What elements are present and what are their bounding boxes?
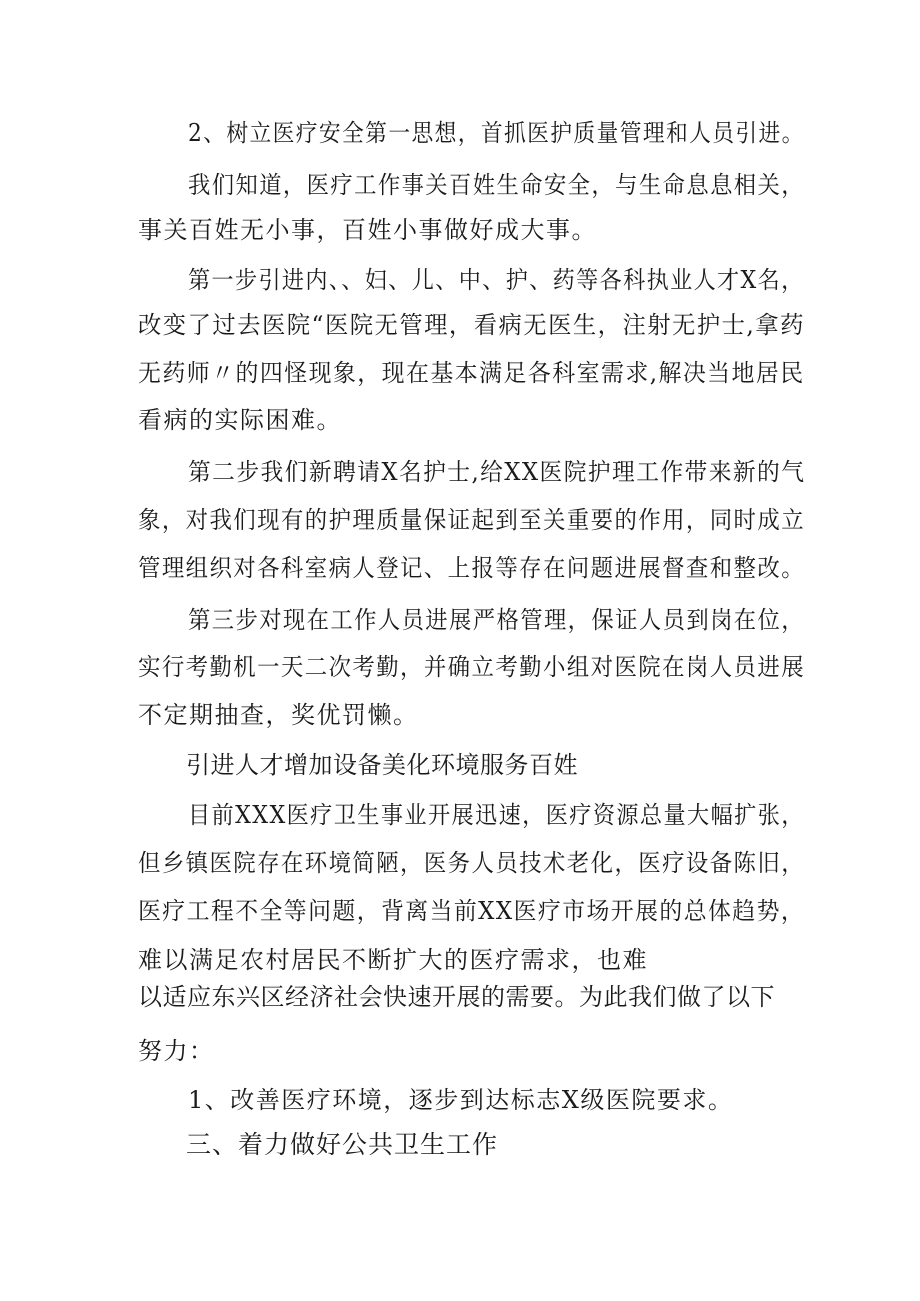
paragraph-line: 1、改善医疗环境，逐步到达标志X级医院要求。: [188, 1086, 734, 1114]
paragraph-line: 第一步引进内、、妇、儿、中、护、药等各科执业人才X名，: [188, 266, 805, 294]
section-heading: 三、着力做好公共卫生工作: [186, 1130, 499, 1159]
paragraph-line: 事关百姓无小事，百姓小事做好成大事。: [138, 216, 597, 244]
paragraph-line: 管理组织对各科室病人登记、上报等存在问题进展督查和整改。: [138, 554, 806, 582]
paragraph-line: 改变了过去医院“医院无管理，看病无医生，注射无护士,拿药: [138, 311, 805, 339]
paragraph-line: 实行考勤机一天二次考勤，并确立考勤小组对医院在岗人员进展: [138, 653, 806, 681]
paragraph-line: 我们知道，医疗工作事关百姓生命安全，与生命息息相关，: [188, 171, 805, 199]
paragraph-line: 难以满足农村居民不断扩大的医疗需求，也难: [138, 946, 648, 974]
paragraph-line: 象，对我们现有的护理质量保证起到至关重要的作用，同时成立: [138, 506, 806, 534]
paragraph-line: 不定期抽查，奖优罚懒。: [138, 701, 419, 729]
paragraph-line: 目前XXX医疗卫生事业开展迅速，医疗资源总量大幅扩张，: [188, 801, 805, 829]
paragraph-line: 第二步我们新聘请X名护士,给XX医院护理工作带来新的气: [188, 458, 806, 486]
paragraph-line: 第三步对现在工作人员进展严格管理，保证人员到岗在位，: [188, 606, 805, 634]
section-subheading: 引进人才增加设备美化环境服务百姓: [186, 751, 578, 779]
paragraph-line: 以适应东兴区经济社会快速开展的需要。为此我们做了以下: [138, 983, 775, 1011]
paragraph-line: 看病的实际困难。: [138, 406, 342, 434]
paragraph-line: 努力：: [138, 1037, 215, 1065]
paragraph-line: 2、树立医疗安全第一思想，首抓医护质量管理和人员引进。: [188, 119, 805, 147]
paragraph-line: 医疗工程不全等问题，背离当前XX医疗市场开展的总体趋势，: [138, 897, 806, 925]
paragraph-line: 无药师〃的四怪现象，现在基本满足各科室需求,解决当地居民: [138, 359, 805, 387]
paragraph-line: 但乡镇医院存在环境简陋，医务人员技术老化，医疗设备陈旧，: [138, 849, 806, 877]
